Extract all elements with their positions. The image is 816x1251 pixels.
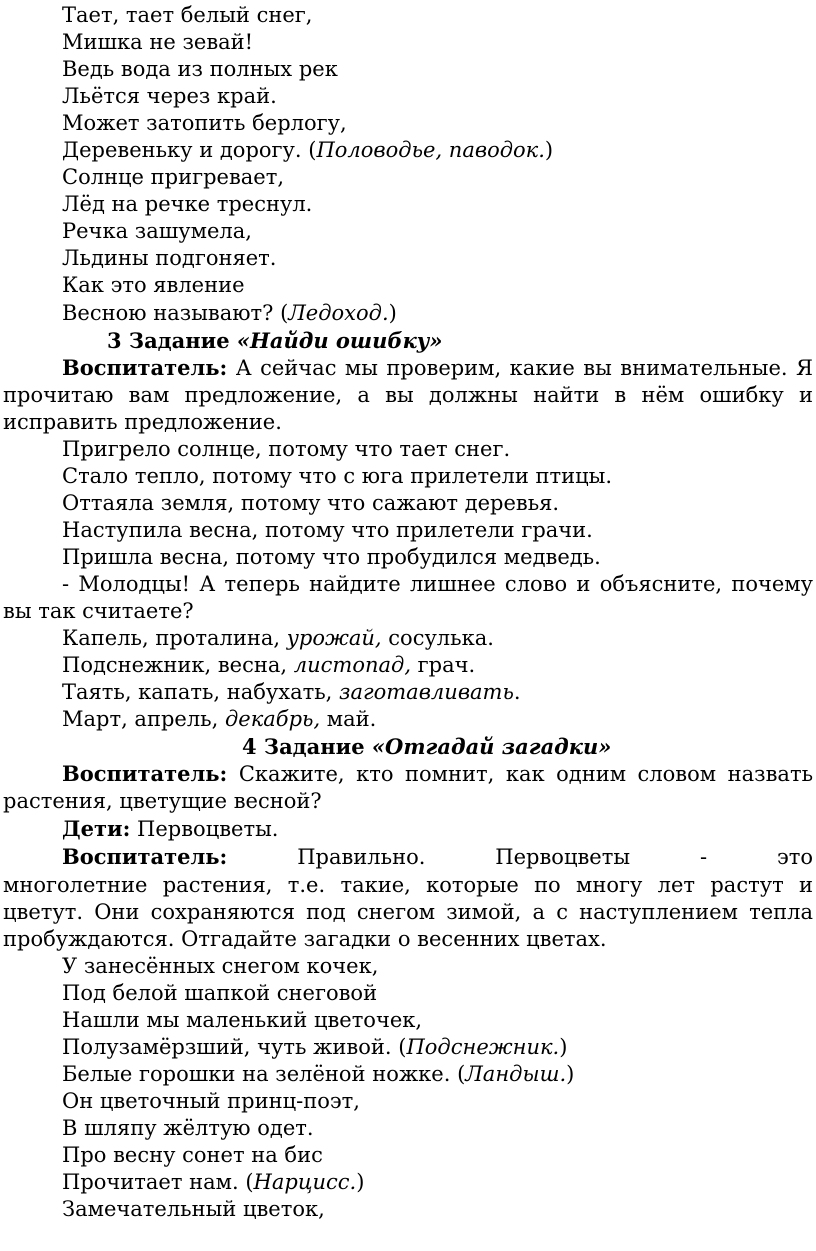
poem-line: Он цветочный принц-поэт, [62,1088,360,1113]
poem-text: ) [356,1170,365,1195]
riddle-answer: Ландыш. [465,1061,567,1086]
speech-word: Первоцветы [495,845,631,870]
poem-line: Солнце пригревает, [62,165,285,190]
poem-line: Может затопить берлогу, [62,111,347,136]
odd-word-row [3,706,813,733]
word-list: Таять, капать, набухать, [62,680,340,705]
poem-text: Весною называют? ( [62,300,289,325]
speaker-label: Воспитатель: [62,761,228,787]
poem-text: Белые горошки на зелёной ножке. ( [62,1061,466,1086]
poem-line-with-answer [3,1034,813,1061]
poem-line-with-answer [3,1061,813,1088]
task-4-heading [3,733,813,760]
odd-word: декабрь, [224,707,321,732]
word-list: Капель, проталина, [62,626,287,651]
odd-word: урожай, [286,626,382,651]
sentence-line: Оттаяла земля, потому что сажают деревья. [62,490,560,515]
poem-line: Речка зашумела, [62,219,252,244]
poem-text: Прочитает нам. ( [62,1170,254,1195]
poem-line: Льдины подгоняет. [62,246,277,271]
speech-text: А сейчас мы проверим, какие вы внимательные. Я прочитаю вам предложение, а вы должны найти в нём ошибку и исправить предложение. [3,355,813,434]
poem-line: Про весну сонет на бис [62,1142,323,1167]
sentence-line: Пригрело солнце, потому что тает снег. [62,436,511,461]
poem-text: ) [559,1034,568,1059]
poem-line: Под белой шапкой снеговой [62,980,378,1005]
task-number: 3 Задание [107,327,237,353]
word-list: . [513,680,521,705]
speech-text: Первоцветы. [130,817,279,842]
task-number: 4 Задание [242,734,372,760]
poem-text: ) [544,138,554,163]
odd-word-row [3,652,813,679]
word-list: грач. [411,653,476,678]
poem-line: В шляпу жёлтую одет. [62,1115,314,1140]
odd-word-row [3,625,813,652]
children-answer [3,815,813,843]
task-title: «Отгадай загадки» [371,734,612,760]
word-list: сосулька. [381,626,494,651]
sentence-line: Стало тепло, потому что с юга прилетели птицы. [62,463,613,488]
riddle-answer: Ледоход. [288,300,389,325]
poem-line: Мишка не зевай! [62,30,254,55]
poem-line: У занесённых снегом кочек, [62,953,379,978]
word-list: Подснежник, весна, [62,653,294,678]
task-4-explanation-first-line [3,843,813,871]
poem-line-with-answer [3,300,813,327]
poem-line: Лёд на речке треснул. [62,192,313,217]
riddle-answer: Подснежник. [406,1034,560,1059]
task-title: «Найди ошибку» [236,327,443,353]
speaker-label: Воспитатель: [62,354,228,380]
sentence-line: Наступила весна, потому что прилетели грачи. [62,517,593,542]
poem-text: Полузамёрзший, чуть живой. ( [62,1034,407,1059]
speaker-label: Воспитатель: [62,844,228,870]
riddle-answer: Нарцисс. [253,1170,357,1195]
poem-text: ) [566,1061,575,1086]
poem-line: Замечательный цветок, [62,1197,325,1222]
poem-text: ) [388,300,397,325]
speech-word: Правильно. [297,845,426,870]
speech-word: это [776,845,813,870]
poem-line: Как это явление [62,273,245,298]
poem-line: Тает, тает белый снег, [62,3,313,27]
speech-text: Скажите, кто помнит, как одним словом назвать растения, цветущие весной? [3,762,813,814]
speech-word: - [699,845,708,870]
poem-line: Нашли мы маленький цветочек, [62,1007,423,1032]
poem-line: Ведь вода из полных рек [62,57,338,82]
sentence-line: Пришла весна, потому что пробудился медведь. [62,544,601,569]
speaker-label: Дети: [62,816,131,842]
odd-word-intro: - Молодцы! А теперь найдите лишнее слово и объясните, почему вы так считаете? [3,571,813,624]
word-list: май. [320,707,377,732]
poem-line-with-answer [3,137,813,164]
task-4-question [3,760,813,815]
task-4-explanation: многолетние растения, т.е. такие, которые по многу лет растут и цветут. Они сохраняются под снегом зимой, а с наступлением тепла пробуждаются. Отгадайте загадки о весенних цветах. [3,872,813,951]
poem-line: Льётся через край. [62,84,277,109]
riddle-answer: Половодье, паводок. [316,138,545,163]
task-3-intro [3,354,813,436]
poem-text: Деревеньку и дорогу. ( [62,138,317,163]
poem-line-with-answer [3,1169,813,1196]
task-3-heading [3,327,813,354]
odd-word: заготавливать [339,680,514,705]
word-list: Март, апрель, [62,707,225,732]
odd-word-row [3,679,813,706]
odd-word: листопад, [293,653,411,678]
